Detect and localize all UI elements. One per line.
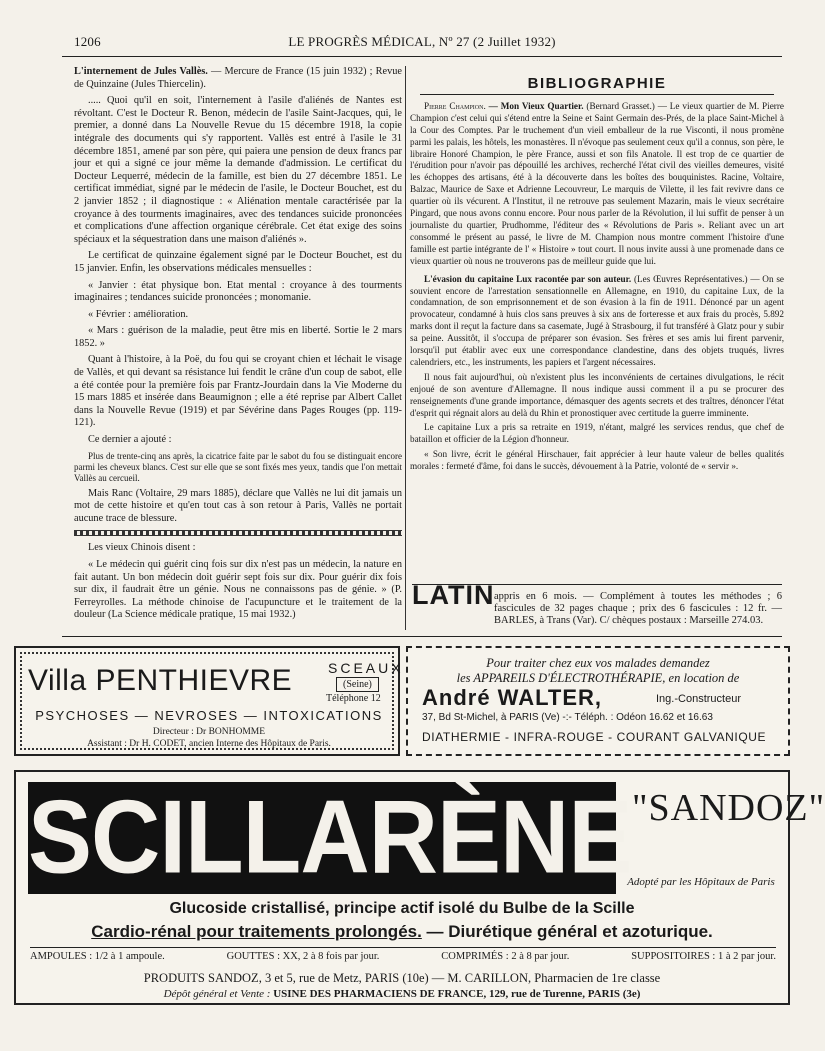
book2-title: L'évasion du capitaine Lux racontée par son auteur. (424, 273, 632, 284)
depot-line (16, 988, 788, 1000)
dosage-suppositoires: SUPPOSITOIRES : 1 à 2 par jour. (631, 951, 776, 962)
latin-text: appris en 6 mois. — Complément à toutes les méthodes ; 6 fascicules de 32 pages chaque ; prix des 6 fascicules : 12 fr. — BARLES, à Trans (Var). C/ chèques postaux : Marseille 274.03. (494, 591, 782, 626)
right-column (410, 66, 784, 582)
article-source: — Mercure de France (15 juin 1932) ; Revue de Quinzaine (Jules Thiercelin). (74, 66, 402, 90)
villa-town: SCEAUX (328, 660, 404, 676)
section-divider (74, 530, 402, 536)
walter-title: Ing.-Constructeur (656, 693, 741, 705)
book2-paragraph-3: Le capitaine Lux a pris sa retraite en 1919, n'étant, malgré les services rendus, que chef de bataillon et officier de la Légion d'honneur. (410, 422, 784, 445)
bibliography-header (420, 66, 774, 95)
walter-line-1: Pour traiter chez eux vos malades demandez (486, 656, 710, 670)
glucoside-line: Glucoside cristallisé, principe actif isolé du Bulbe de la Scille (169, 900, 635, 917)
article-heading (74, 66, 402, 91)
paragraph-1: ..... Quoi qu'il en soit, l'internement à l'asile d'aliénés de Nantes est révoltant. C'est le Docteur R. Benon, médecin de l'asile Saint-Jacques, qui, le premier, a donné dans La Nouvelle Revue du 15 décembre 1918, la copie intégrale des documents qui s'y rapportent. Vallès est entré à l'asile le 31 décembre 1851, amené par son père, qui paiera une pension de deux francs par jour et qui a signé ce jour même la demande d'admission. Le certificat du Docteur Lequerré, médecin de la famille, est bien du 27 décembre 1851. Le certificat immédiat, signé par le médecin de l'asile, le Docteur Bouchet, est du 2 janvier 1852 ; il diagnostique : « Aliénation mentale caractérisée par la croyance à des tourments imaginaires, avec des tendances suicide prononcées et complications d'une affection organique cérébrale. Cet état exige des soins spéciaux et la séquestration dans une maison d'aliénés ». (74, 95, 402, 245)
book2-text: (Les Œuvres Représentatives.) — On se souvient encore de l'arrestation sensationnelle en Allemagne, en 1910, du capitaine Lux, de la condamnation, de son emprisonnement et de son évasion à la fin de 1911. Dénoncé par un agent provocateur, condamné à huis clos sans preuves à six ans de forteresse et aux frais du procès, 5.892 marks dont il reçut la facture dans sa casemate, Jugé à Strasbourg, il fut transféré à Glatz pour y subir sa peine. Aussitôt, il s'occupa de préparer son évasion. Ses frères et ses amis lui firent parvenir, lorsqu'il put établir avec eux une correspondance clandestine, dans des objets truqués, livres calendriers, etc., les instruments, les papiers et l'argent nécessaires. (410, 273, 784, 367)
walter-line-2: les APPAREILS D'ÉLECTROTHÉRAPIE, en location de (456, 671, 740, 685)
villa-director: Directeur : Dr BONHOMME (152, 727, 266, 737)
columns-bottom-rule (62, 636, 782, 637)
chinese-heading: Les vieux Chinois disent : (88, 542, 196, 554)
villa-name: Villa PENTHIEVRE (28, 664, 293, 697)
villa-phone: Téléphone 12 (326, 693, 381, 704)
maker-name: "SANDOZ" (632, 787, 825, 829)
brand-banner (28, 779, 632, 896)
villa-department: (Seine) (336, 677, 379, 692)
page-number: 1206 (74, 34, 101, 49)
paragraph-5: « Mars : guérison de la maladie, peut être mis en liberté. Sortie le 2 mars 1852. » (74, 325, 402, 349)
walter-name: André WALTER, (422, 685, 603, 710)
left-column (74, 66, 402, 628)
book1-author: Pierre Champion. (424, 100, 486, 111)
depot-label: Dépôt général et Vente : (163, 988, 271, 1000)
paragraph-4: « Février : amélioration. (88, 308, 189, 320)
book1-review (410, 101, 784, 268)
journal-title: LE PROGRÈS MÉDICAL, Nº 27 (2 Juillet 1932) (288, 34, 556, 49)
chinese-text: « Le médecin qui guérit cinq fois sur dix n'est pas un médecin, la nature en fait autant. Un bon médecin doit guérir sept fois sur dix. Pour guérir dix fois sur dix, il faudrait être un génie. Nous ne connaissons pas de génie. » (P. Ferreyrolles. La méthode chinoise de l'acupuncture et le traitement de la douleur (La Science médicale pratique, 15 mai 1932.) (74, 559, 402, 621)
latin-advert (412, 580, 782, 632)
walter-services: DIATHERMIE - INFRA-ROUGE - COURANT GALVANIQUE (422, 730, 767, 744)
header-rule (62, 56, 782, 57)
column-divider (405, 66, 406, 630)
article-title: L'internement de Jules Vallès. (74, 66, 208, 77)
brand-name: SCILLARÈNE (28, 779, 632, 896)
latin-word: LATIN (412, 580, 495, 610)
dosage-ampoules: AMPOULES : 1/2 à 1 ampoule. (30, 951, 165, 962)
indication-a: Cardio-rénal pour traitements prolongés. (91, 922, 422, 941)
scillarene-advert (14, 770, 825, 1005)
book2-paragraph-4: « Son livre, écrit le général Hirschauer, fait apprécier à leur haute valeur de belles qualités morales : fermeté d'âme, foi dans le succès, dévouement à la Patrie, volonté de « servir ». (410, 449, 784, 472)
indication-line (16, 922, 788, 942)
paragraph-2: Le certificat de quinzaine également signé par le Docteur Bouchet, est du 15 janvier. Enfin, les observations médicales mensuelles : (74, 250, 402, 274)
paragraph-7: Ce dernier a ajouté : (88, 434, 172, 446)
products-line: PRODUITS SANDOZ, 3 et 5, rue de Metz, PARIS (10e) — M. CARILLON, Pharmacien de 1re classe (143, 971, 661, 985)
adopted-note: Adopté par les Hôpitaux de Paris (627, 876, 775, 888)
dosage-comprimes: COMPRIMÉS : 2 à 8 par jour. (441, 951, 570, 962)
running-header (62, 34, 782, 54)
villa-penthievre-advert (14, 646, 404, 756)
dosage-gouttes: GOUTTES : XX, 2 à 8 fois par jour. (226, 951, 380, 962)
indication-b: — Diurétique général et azoturique. (421, 922, 713, 941)
book1-text: (Bernard Grasset.) — Le vieux quartier de M. Pierre Champion c'est celui qui s'étend entre la Seine et Saint Germain des-Prés, de la place Saint-Michel à la Cour des Comptes. Par le truchement d'un vieil emballeur de la rue Visconti, il nous promène parmi les palais, les hôtels, les monastères. Il n'évoque pas seulement ceux qu'il a connus, son père, le libraire Honoré Champion, le père France, aussi et son fils Anatole. Il est trop de ce quartier de l'érudition pour n'avoir pas dépouillé les archives, recherché l'état civil des vieilles demeures, visité les échoppes des artisans, été à la découverte dans les boîtes des bouquinistes. Racine, Voltaire, Balzac, Maurice de Saxe et Adrienne Lecouvreur, Le marquis de Vilette, il les fait revivre dans ce quartier où ils vécurent. A l'Institut, il ne retrouve pas seulement Mazarin, mais le vieux secrétaire Pingard, que nous avons connu encore. Pour nous parler de la Révolution, il lui suffit de penser à un journaliste du quartier, Prudhomme, l'éditeur des « Révolutions de Paris ». Reliant avec un art consommé le présent au passé, le livre de M. Champion nous montre comment l'histoire d'une famille est partie intégrante de l' « Histoire » tout court. Il nous invite aussi à une promenade dans ce vieux quartier où nous ne trouverons pas de meilleur guide que lui. (410, 100, 784, 266)
bibliography-title: BIBLIOGRAPHIE (527, 75, 667, 92)
quote-small: Plus de trente-cinq ans après, la cicatrice faite par le sabot du fou se distinguait encore parmi les cheveux blancs. C'est sur elle que se sont fixés mes yeux, tandis que l'on mettait Vallès au cercueil. (74, 450, 402, 483)
walter-address: 37, Bd St-Michel, à PARIS (Ve) -:- Téléph. : Odéon 16.62 et 16.63 (422, 712, 713, 723)
paragraph-6: Quant à l'histoire, à la Poë, du fou qui se croyant chien et léchait le visage de Vallès, et qui devant sa résistance lui fendit le crâne d'un coup de sabot, elle a été contée pour la première fois par Frantz-Jourdain dans la Vie Moderne du 15 mars 1885 et insérée dans Beaumignon ; elle a été reprise par Albert Callet dans la Nouvelle Revue (1919) et par Sévérine dans Pages Rouges (pp. 119-121). (74, 354, 402, 429)
villa-specialties: PSYCHOSES — NEVROSES — INTOXICATIONS (35, 708, 383, 723)
dosage-row (30, 947, 776, 962)
villa-assistant: Assistant : Dr H. CODET, ancien Interne des Hôpitaux de Paris. (87, 739, 331, 749)
paragraph-3: « Janvier : état physique bon. Etat mental : croyance à des tourments imaginaires ; tendances suicide prononcées ; monomanie. (74, 279, 402, 304)
paragraph-after: Mais Ranc (Voltaire, 29 mars 1885), déclare que Vallès ne lui dit jamais un mot de cette histoire et qu'en tout cas à son retour à Paris, Vallès ne portait aucune trace de blessure. (74, 487, 402, 524)
book1-title: — Mon Vieux Quartier. (485, 100, 584, 111)
depot-value: USINE DES PHARMACIENS DE FRANCE, 129, rue de Turenne, PARIS (3e) (270, 988, 641, 1000)
book2-review (410, 274, 784, 369)
book2-paragraph-2: Il nous fait aujourd'hui, où n'existent plus les inconvénients de certaines divulgations, le récit enjoué de son aventure d'Allemagne. Il nous indique aussi comment il a pu se procurer des renseignements d'une grande importance, démasquer des agents secrets et des traîtres, dénoncer l'état d'esprit qui régnait alors au delà du Rhin et pronostiquer avec certitude la guerre imminente. (410, 371, 784, 418)
andre-walter-advert (406, 646, 790, 756)
